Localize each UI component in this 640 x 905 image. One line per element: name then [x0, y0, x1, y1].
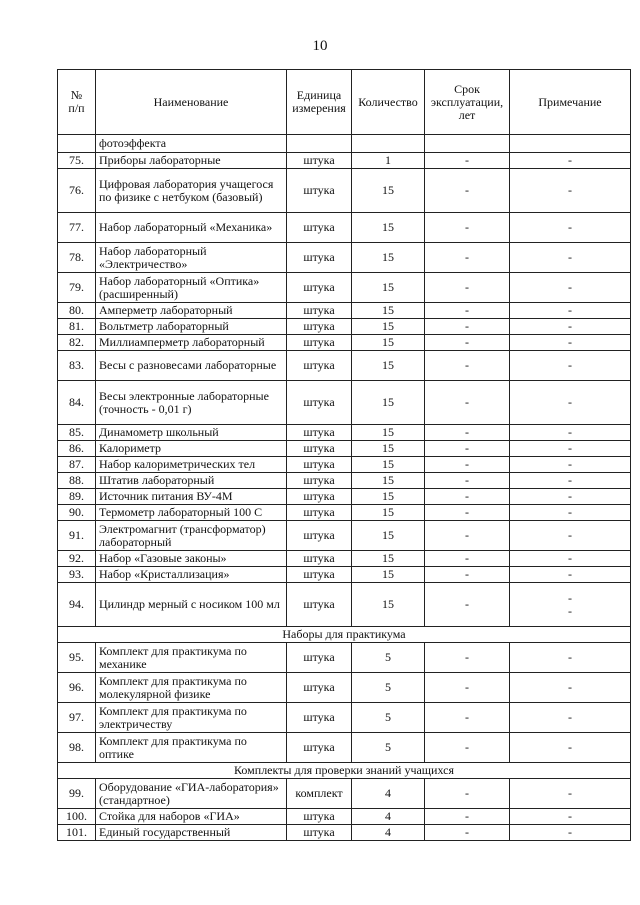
item-note: -	[510, 551, 631, 567]
table-row	[58, 441, 631, 457]
item-service-life: -	[425, 489, 510, 505]
item-name: Миллиамперметр лабораторный	[96, 335, 287, 351]
item-note: -	[510, 703, 631, 733]
table-row	[58, 825, 631, 841]
item-quantity: 15	[352, 567, 425, 583]
item-name: Комплект для практикума по электричеству	[96, 703, 287, 733]
item-unit: штука	[287, 441, 352, 457]
item-service-life: -	[425, 779, 510, 809]
item-name: Калориметр	[96, 441, 287, 457]
item-service-life: -	[425, 567, 510, 583]
item-quantity: 5	[352, 733, 425, 763]
item-note: -	[510, 809, 631, 825]
item-quantity: 15	[352, 473, 425, 489]
item-note: -	[510, 441, 631, 457]
item-quantity: 15	[352, 521, 425, 551]
item-note: -	[510, 319, 631, 335]
section-row	[58, 627, 631, 643]
item-service-life: -	[425, 441, 510, 457]
item-service-life	[425, 135, 510, 153]
item-note: -	[510, 779, 631, 809]
section-label: Наборы для практикума	[58, 627, 631, 643]
table-row	[58, 213, 631, 243]
item-unit: штука	[287, 153, 352, 169]
item-quantity: 4	[352, 825, 425, 841]
item-unit: штука	[287, 381, 352, 425]
item-service-life: -	[425, 457, 510, 473]
item-service-life: -	[425, 319, 510, 335]
item-note: -	[510, 273, 631, 303]
item-unit: штука	[287, 583, 352, 627]
table-body	[58, 135, 631, 841]
header-num: № п/п	[58, 70, 96, 135]
table-row	[58, 583, 631, 627]
item-name: фотоэффекта	[96, 135, 287, 153]
equipment-table	[57, 69, 631, 841]
table-row	[58, 643, 631, 673]
item-unit: штука	[287, 505, 352, 521]
item-unit: штука	[287, 521, 352, 551]
table-row	[58, 703, 631, 733]
item-service-life: -	[425, 473, 510, 489]
item-note: -	[510, 243, 631, 273]
item-quantity: 15	[352, 351, 425, 381]
table-row	[58, 673, 631, 703]
row-number: 75.	[58, 153, 96, 169]
item-quantity: 5	[352, 673, 425, 703]
item-note	[510, 135, 631, 153]
row-number: 89.	[58, 489, 96, 505]
header-life: Срок эксплуатации, лет	[425, 70, 510, 135]
row-number: 88.	[58, 473, 96, 489]
row-number: 80.	[58, 303, 96, 319]
table-row	[58, 505, 631, 521]
item-unit: штука	[287, 825, 352, 841]
item-quantity: 15	[352, 457, 425, 473]
item-unit: штука	[287, 351, 352, 381]
item-note: -	[510, 489, 631, 505]
item-unit: штука	[287, 303, 352, 319]
item-service-life: -	[425, 351, 510, 381]
table-row	[58, 319, 631, 335]
item-service-life: -	[425, 425, 510, 441]
item-note: -	[510, 381, 631, 425]
item-unit: штука	[287, 273, 352, 303]
row-number: 99.	[58, 779, 96, 809]
item-quantity: 15	[352, 425, 425, 441]
item-service-life: -	[425, 153, 510, 169]
item-name: Электромагнит (трансформатор) лабораторный	[96, 521, 287, 551]
item-service-life: -	[425, 673, 510, 703]
item-name: Стойка для наборов «ГИА»	[96, 809, 287, 825]
table-row	[58, 169, 631, 213]
item-note: -	[510, 673, 631, 703]
item-name: Набор калориметрических тел	[96, 457, 287, 473]
item-note: -	[510, 335, 631, 351]
row-number: 85.	[58, 425, 96, 441]
item-quantity: 15	[352, 489, 425, 505]
row-number: 97.	[58, 703, 96, 733]
item-name: Штатив лабораторный	[96, 473, 287, 489]
row-number: 81.	[58, 319, 96, 335]
item-service-life: -	[425, 169, 510, 213]
item-quantity: 15	[352, 381, 425, 425]
item-quantity: 15	[352, 441, 425, 457]
item-service-life: -	[425, 381, 510, 425]
row-number: 83.	[58, 351, 96, 381]
item-unit: штука	[287, 643, 352, 673]
item-service-life: -	[425, 825, 510, 841]
table-row	[58, 457, 631, 473]
section-row	[58, 763, 631, 779]
item-unit: штука	[287, 489, 352, 505]
item-quantity: 15	[352, 303, 425, 319]
item-name: Вольтметр лабораторный	[96, 319, 287, 335]
table-row	[58, 473, 631, 489]
item-quantity: 1	[352, 153, 425, 169]
table-row	[58, 273, 631, 303]
item-service-life: -	[425, 505, 510, 521]
row-number: 84.	[58, 381, 96, 425]
row-number	[58, 135, 96, 153]
item-quantity: 15	[352, 583, 425, 627]
item-note: -	[510, 825, 631, 841]
item-quantity: 15	[352, 213, 425, 243]
item-name: Комплект для практикума по оптике	[96, 733, 287, 763]
item-quantity: 15	[352, 243, 425, 273]
table-row	[58, 809, 631, 825]
header-note: Примечание	[510, 70, 631, 135]
item-note: -	[510, 505, 631, 521]
item-note: -	[510, 521, 631, 551]
header-qty: Количество	[352, 70, 425, 135]
item-service-life: -	[425, 643, 510, 673]
item-unit: штука	[287, 733, 352, 763]
item-name: Цилиндр мерный с носиком 100 мл	[96, 583, 287, 627]
row-number: 101.	[58, 825, 96, 841]
table-row	[58, 243, 631, 273]
item-name: Оборудование «ГИА-лаборатория» (стандартное)	[96, 779, 287, 809]
item-unit	[287, 135, 352, 153]
page-number: 10	[312, 38, 328, 54]
item-quantity: 5	[352, 703, 425, 733]
item-unit: штука	[287, 243, 352, 273]
item-quantity: 15	[352, 505, 425, 521]
item-name: Комплект для практикума по механике	[96, 643, 287, 673]
item-name: Комплект для практикума по молекулярной физике	[96, 673, 287, 703]
item-name: Приборы лабораторные	[96, 153, 287, 169]
item-service-life: -	[425, 243, 510, 273]
item-unit: штука	[287, 319, 352, 335]
item-note: -	[510, 303, 631, 319]
item-service-life: -	[425, 273, 510, 303]
row-number: 87.	[58, 457, 96, 473]
item-name: Термометр лабораторный 100 С	[96, 505, 287, 521]
table-row	[58, 779, 631, 809]
item-note: -	[510, 153, 631, 169]
table-row	[58, 335, 631, 351]
item-note: -	[510, 169, 631, 213]
table-row	[58, 567, 631, 583]
item-service-life: -	[425, 583, 510, 627]
item-quantity	[352, 135, 425, 153]
row-number: 90.	[58, 505, 96, 521]
item-note: -	[510, 457, 631, 473]
table-row	[58, 521, 631, 551]
item-quantity: 4	[352, 779, 425, 809]
item-unit: штука	[287, 425, 352, 441]
item-unit: штука	[287, 673, 352, 703]
row-number: 76.	[58, 169, 96, 213]
item-name: Динамометр школьный	[96, 425, 287, 441]
item-unit: штука	[287, 169, 352, 213]
item-name: Набор лабораторный «Механика»	[96, 213, 287, 243]
item-quantity: 15	[352, 551, 425, 567]
item-name: Набор лабораторный «Оптика» (расширенный)	[96, 273, 287, 303]
item-name: Цифровая лаборатория учащегося по физике с нетбуком (базовый)	[96, 169, 287, 213]
item-name: Весы с разновесами лабораторные	[96, 351, 287, 381]
row-number: 98.	[58, 733, 96, 763]
row-number: 95.	[58, 643, 96, 673]
item-quantity: 15	[352, 273, 425, 303]
item-name: Амперметр лабораторный	[96, 303, 287, 319]
header-unit: Единица измерения	[287, 70, 352, 135]
item-unit: штука	[287, 457, 352, 473]
header-name: Наименование	[96, 70, 287, 135]
row-number: 78.	[58, 243, 96, 273]
table-row	[58, 425, 631, 441]
item-note: - -	[510, 583, 631, 627]
item-quantity: 4	[352, 809, 425, 825]
row-number: 77.	[58, 213, 96, 243]
item-quantity: 15	[352, 319, 425, 335]
item-name: Набор «Газовые законы»	[96, 551, 287, 567]
section-label: Комплекты для проверки знаний учащихся	[58, 763, 631, 779]
item-service-life: -	[425, 521, 510, 551]
item-name: Набор лабораторный «Электричество»	[96, 243, 287, 273]
row-number: 93.	[58, 567, 96, 583]
item-note: -	[510, 473, 631, 489]
item-unit: штука	[287, 809, 352, 825]
item-name: Набор «Кристаллизация»	[96, 567, 287, 583]
table-row	[58, 351, 631, 381]
item-service-life: -	[425, 551, 510, 567]
item-unit: штука	[287, 335, 352, 351]
item-quantity: 15	[352, 335, 425, 351]
item-quantity: 15	[352, 169, 425, 213]
item-service-life: -	[425, 335, 510, 351]
table-header-row	[58, 70, 631, 135]
item-quantity: 5	[352, 643, 425, 673]
row-number: 91.	[58, 521, 96, 551]
table-row	[58, 489, 631, 505]
item-unit: штука	[287, 567, 352, 583]
row-number: 79.	[58, 273, 96, 303]
table-row	[58, 381, 631, 425]
item-name: Единый государственный	[96, 825, 287, 841]
row-number: 82.	[58, 335, 96, 351]
row-number: 94.	[58, 583, 96, 627]
row-number: 96.	[58, 673, 96, 703]
table-row	[58, 153, 631, 169]
row-number: 92.	[58, 551, 96, 567]
item-name: Источник питания ВУ-4М	[96, 489, 287, 505]
item-service-life: -	[425, 703, 510, 733]
item-service-life: -	[425, 303, 510, 319]
item-unit: штука	[287, 551, 352, 567]
table-row	[58, 733, 631, 763]
item-service-life: -	[425, 733, 510, 763]
item-note: -	[510, 351, 631, 381]
item-service-life: -	[425, 213, 510, 243]
item-unit: штука	[287, 473, 352, 489]
item-service-life: -	[425, 809, 510, 825]
item-note: -	[510, 733, 631, 763]
row-number: 86.	[58, 441, 96, 457]
item-note: -	[510, 213, 631, 243]
item-note: -	[510, 643, 631, 673]
table-row	[58, 135, 631, 153]
item-name: Весы электронные лабораторные (точность - 0,01 г)	[96, 381, 287, 425]
item-unit: комплект	[287, 779, 352, 809]
item-note: -	[510, 567, 631, 583]
item-note: -	[510, 425, 631, 441]
table-row	[58, 551, 631, 567]
item-unit: штука	[287, 213, 352, 243]
item-unit: штука	[287, 703, 352, 733]
table-row	[58, 303, 631, 319]
row-number: 100.	[58, 809, 96, 825]
